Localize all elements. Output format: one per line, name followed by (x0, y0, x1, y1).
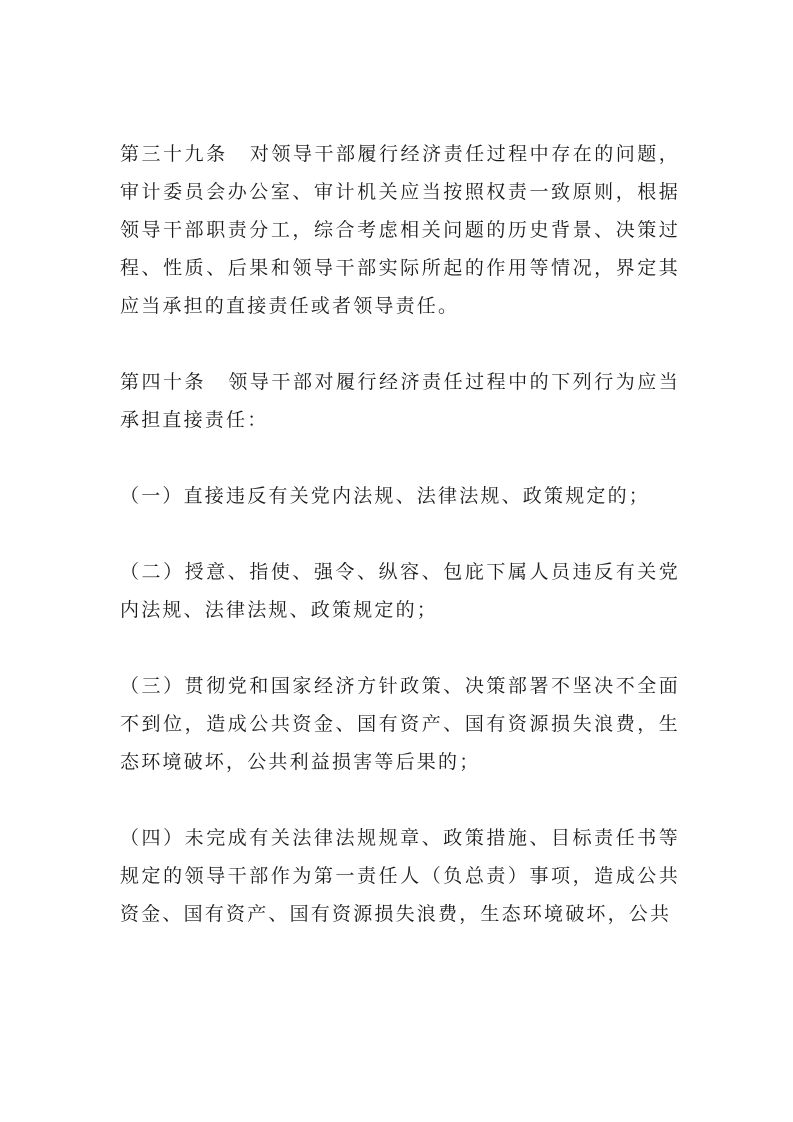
article-40-label: 第四十条 (120, 371, 207, 393)
article-39-label: 第三十九条 (120, 143, 228, 165)
article-39-text: 对领导干部履行经济责任过程中存在的问题，审计委员会办公室、审计机关应当按照权责一致原则，根据领导干部职责分工，综合考虑相关问题的历史背景、决策过程、性质、后果和领导干部实际所起的作用等情况，界定其应当承担的直接责任或者领导责任。 (120, 143, 680, 317)
article-40-paragraph (120, 363, 680, 439)
item-2-paragraph: （二）授意、指使、强令、纵容、包庇下属人员违反有关党内法规、法律法规、政策规定的； (120, 561, 680, 621)
item-4-paragraph: （四）未完成有关法律法规规章、政策措施、目标责任书等规定的领导干部作为第一责任人（负总责）事项，造成公共资金、国有资产、国有资源损失浪费，生态环境破坏，公共 (120, 827, 680, 925)
document-body (120, 135, 680, 933)
article-39-paragraph (120, 135, 680, 325)
article-40-text: 领导干部对履行经济责任过程中的下列行为应当承担直接责任： (120, 371, 680, 431)
item-1-paragraph: （一）直接违反有关党内法规、法律法规、政策规定的； (120, 485, 651, 507)
item-3-paragraph: （三）贯彻党和国家经济方针政策、决策部署不坚决不全面不到位，造成公共资金、国有资产、国有资源损失浪费，生态环境破坏，公共利益损害等后果的； (120, 675, 680, 773)
